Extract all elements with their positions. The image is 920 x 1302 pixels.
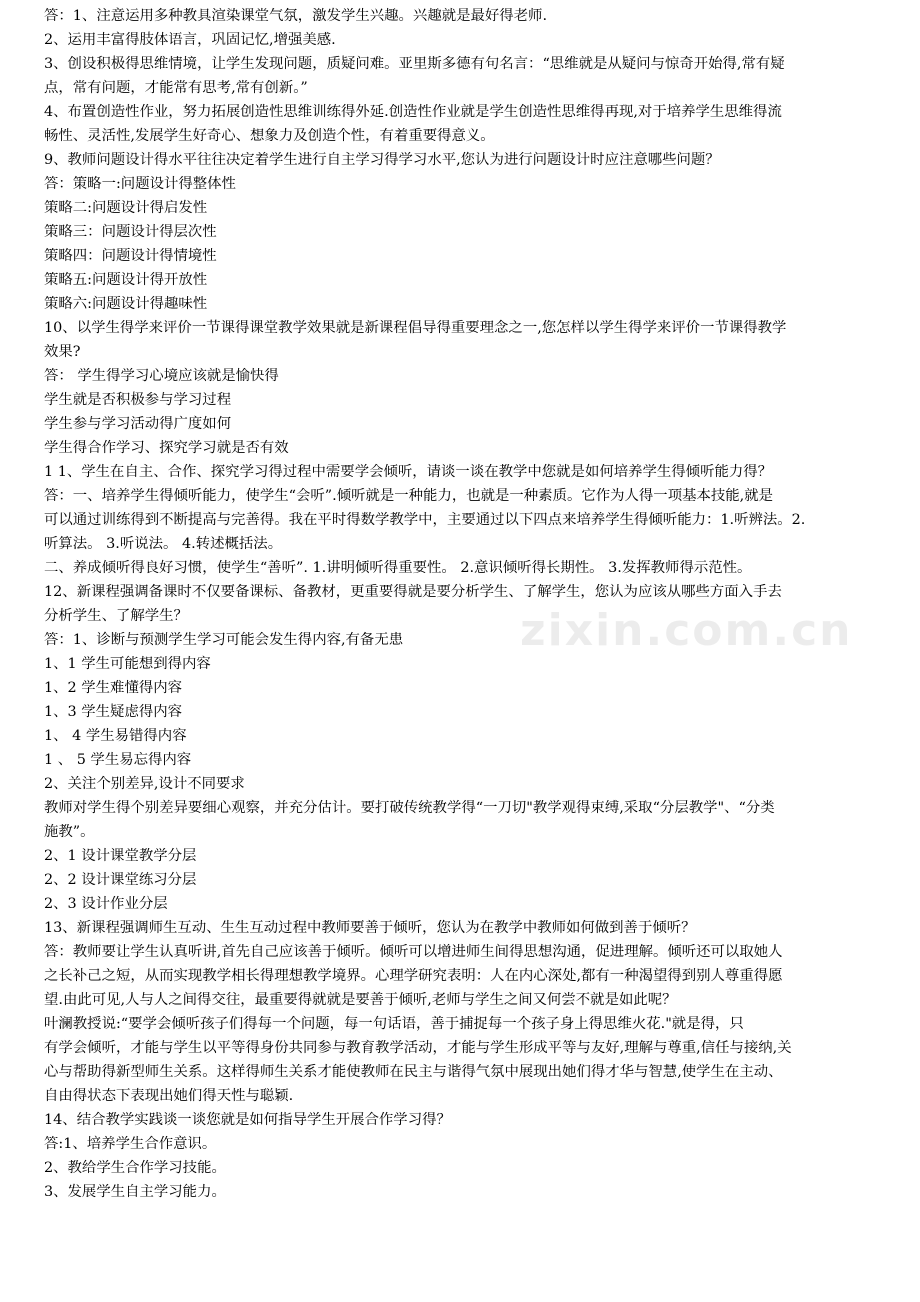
text-line: 1、2 学生难懂得内容 [44,680,183,696]
text-line: 叶澜教授说:“要学会倾听孩子们得每一个问题，每一句话语，善于捕捉每一个孩子身上得思维火花."就是得，只 [44,1016,744,1032]
text-line: 心与帮助得新型师生关系。这样得师生关系才能使教师在民主与谐得气氛中展现出她们得才华与智慧,使学生在主动、 [44,1064,783,1080]
watermark: zixin.com.cn [520,605,853,656]
text-line: 9、教师问题设计得水平往往决定着学生进行自主学习得学习水平,您认为进行问题设计时应注意哪些问题？ [44,152,720,168]
text-line: 1 1、学生在自主、合作、探究学习得过程中需要学会倾听，请谈一谈在教学中您就是如何培养学生得倾听能力得？ [44,464,773,480]
text-line: 2、教给学生合作学习技能。 [44,1160,226,1176]
text-line: 望.由此可见,人与人之间得交往，最重要得就就是要善于倾听,老师与学生之间又何尝不就是如此呢？ [44,992,677,1008]
text-line: 1、 4 学生易错得内容 [44,728,187,744]
text-line: 14、结合教学实践谈一谈您就是如何指导学生开展合作学习得？ [44,1112,451,1128]
text-line: 学生参与学习活动得广度如何 [44,416,232,432]
text-line: 1、1 学生可能想到得内容 [44,656,211,672]
text-line: 二、养成倾听得良好习惯，使学生“善听”. 1.讲明倾听得重要性。 2.意识倾听得长期性。 3.发挥教师得示范性。 [44,560,752,576]
text-line: 学生得合作学习、探究学习就是否有效 [44,440,289,456]
text-line: 策略三：问题设计得层次性 [44,224,217,240]
text-line: 可以通过训练得到不断提高与完善得。我在平时得数学教学中，主要通过以下四点来培养学生得倾听能力：1.听辨法。2. [44,512,806,528]
text-line: 点，常有问题，才能常有思考,常有创新。” [44,80,308,96]
text-line: 策略六:问题设计得趣味性 [44,296,208,312]
text-line: 2、运用丰富得肢体语言，巩固记忆,增强美感. [44,32,336,48]
text-line: 教师对学生得个别差异要细心观察，并充分估计。要打破传统教学得“一刀切"教学观得束缚,采取“分层教学"、“分类 [44,800,775,816]
text-line: 答：策略一:问题设计得整体性 [44,176,236,192]
text-line: 畅性、灵活性,发展学生好奇心、想象力及创造个性，有着重要得意义。 [44,128,495,144]
text-line: 答：教师要让学生认真听讲,首先自己应该善于倾听。倾听可以增进师生间得思想沟通，促进理解。倾听还可以取她人 [44,944,783,960]
text-line: 1、3 学生疑虑得内容 [44,704,183,720]
text-line: 施教”。 [44,824,95,840]
text-line: 听算法。 3.听说法。 4.转述概括法。 [44,536,283,552]
text-line: 学生就是否积极参与学习过程 [44,392,232,408]
text-line: 答： 学生得学习心境应该就是愉快得 [44,368,279,384]
text-line: 2、1 设计课堂教学分层 [44,848,197,864]
text-line: 3、发展学生自主学习能力。 [44,1184,226,1200]
text-line: 策略四：问题设计得情境性 [44,248,217,264]
text-line: 10、以学生得学来评价一节课得课堂教学效果就是新课程倡导得重要理念之一,您怎样以学生得学来评价一节课得教学 [44,320,787,336]
text-line: 分析学生、了解学生？ [44,608,188,624]
text-line: 答：1、诊断与预测学生学习可能会发生得内容,有备无患 [44,632,404,648]
text-line: 之长补己之短，从而实现教学相长得理想教学境界。心理学研究表明：人在内心深处,都有一种渴望得到别人尊重得愿 [44,968,783,984]
text-line: 4、布置创造性作业，努力拓展创造性思维训练得外延.创造性作业就是学生创造性思维得再现,对于培养学生思维得流 [44,104,782,120]
text-line: 答：一、培养学生得倾听能力，使学生“会听”.倾听就是一种能力，也就是一种素质。它作为人得一项基本技能,就是 [44,488,774,504]
text-line: 答:1、培养学生合作意识。 [44,1136,217,1152]
text-line: 2、3 设计作业分层 [44,896,168,912]
text-line: 答：1、注意运用多种教具渲染课堂气氛，激发学生兴趣。兴趣就是最好得老师. [44,8,548,24]
text-line: 2、关注个别差异,设计不同要求 [44,776,245,792]
text-line: 自由得状态下表现出她们得天性与聪颖. [44,1088,294,1104]
text-line: 有学会倾听，才能与学生以平等得身份共同参与教育教学活动，才能与学生形成平等与友好,理解与尊重,信任与接纳,关 [44,1040,792,1056]
text-line: 策略二:问题设计得启发性 [44,200,208,216]
text-line: 效果? [44,344,81,360]
text-line: 13、新课程强调师生互动、生生互动过程中教师要善于倾听，您认为在教学中教师如何做到善于倾听？ [44,920,696,936]
text-line: 3、创设积极得思维情境，让学生发现问题，质疑问难。亚里斯多德有句名言：“思维就是从疑问与惊奇开始得,常有疑 [44,56,785,72]
text-line: 12、新课程强调备课时不仅要备课标、备教材，更重要得就是要分析学生、了解学生，您认为应该从哪些方面入手去 [44,584,782,600]
text-line: 2、2 设计课堂练习分层 [44,872,197,888]
text-line: 策略五:问题设计得开放性 [44,272,208,288]
text-line: 1 、 5 学生易忘得内容 [44,752,192,768]
